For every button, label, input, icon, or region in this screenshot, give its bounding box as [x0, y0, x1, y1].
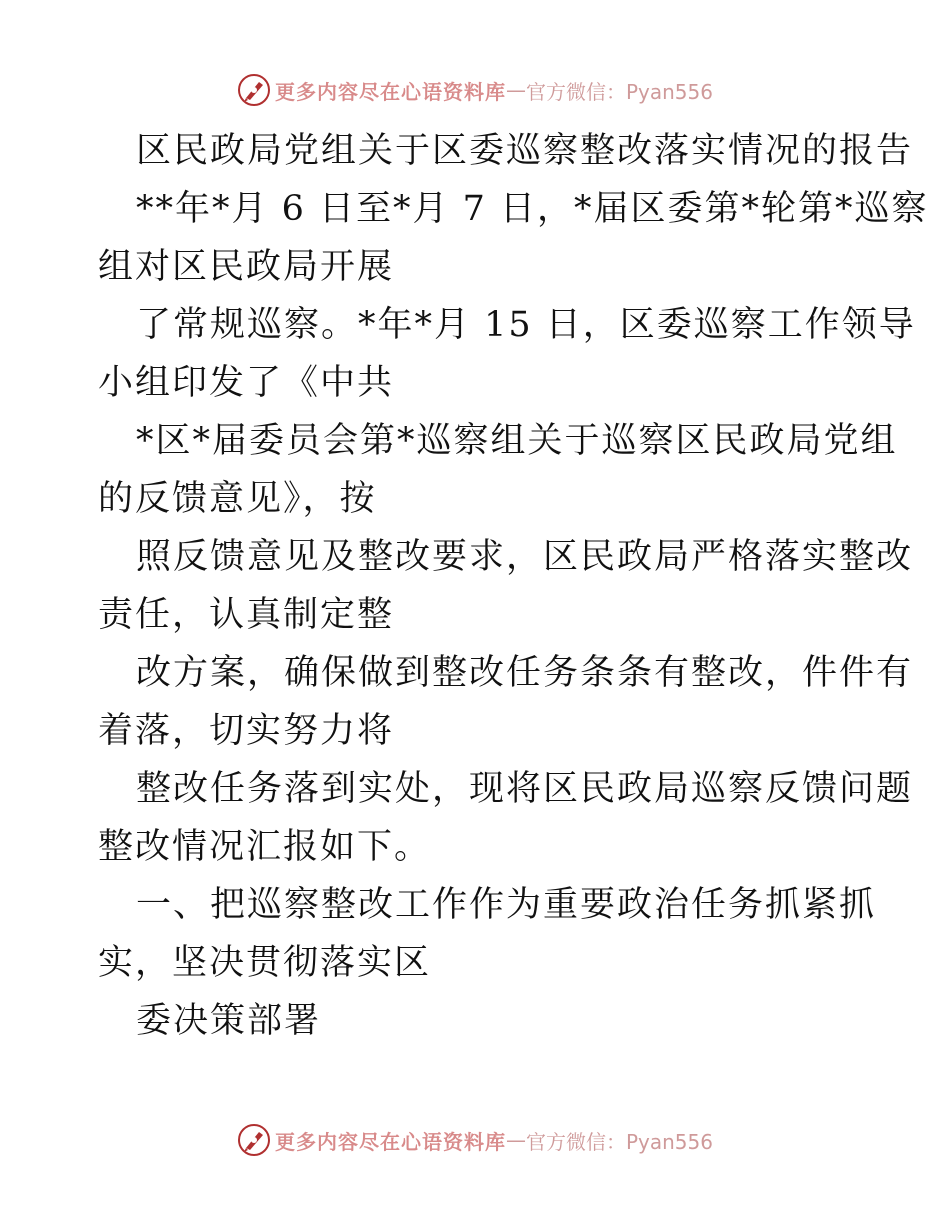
paragraph-line: 整改任务落到实处，现将区民政局巡察反馈问题 — [136, 769, 914, 809]
paragraph-line: 组对区民政局开展 — [98, 247, 395, 287]
watermark-wechat-text: 官方微信：Pyan556 — [525, 1129, 713, 1154]
header-watermark — [0, 70, 950, 110]
document-title-line: 区民政局党组关于区委巡察整改落实情况的报告 — [136, 131, 914, 171]
paragraph-line: 照反馈意见及整改要求，区民政局严格落实整改 — [136, 537, 914, 577]
watermark-dash: — — [505, 78, 526, 102]
paragraph-line: *区*届委员会第*巡察组关于巡察区民政局党组 — [136, 421, 898, 461]
document-body — [98, 122, 929, 1050]
watermark-wechat-text: 官方微信：Pyan556 — [525, 79, 713, 104]
paragraph-line: 着落，切实努力将 — [98, 711, 395, 751]
watermark-dash: — — [505, 1128, 526, 1152]
watermark-brand-text: 更多内容尽在心语资料库 — [274, 79, 506, 104]
section-heading-line: 实，坚决贯彻落实区 — [98, 943, 432, 983]
quill-pen-logo-icon — [237, 1123, 271, 1157]
paragraph-line: 改方案，确保做到整改任务条条有整改，件件有 — [136, 653, 914, 693]
paragraph-line: 小组印发了《中共 — [98, 363, 395, 403]
section-heading-line: 一、把巡察整改工作作为重要政治任务抓紧抓 — [136, 885, 877, 925]
section-heading-line: 委决策部署 — [136, 1001, 322, 1041]
quill-pen-logo-icon — [237, 73, 271, 107]
watermark-brand-text: 更多内容尽在心语资料库 — [274, 1129, 506, 1154]
footer-watermark — [0, 1120, 950, 1160]
paragraph-line: 责任，认真制定整 — [98, 595, 395, 635]
paragraph-line: **年*月 6 日至*月 7 日，*届区委第*轮第*巡察 — [136, 189, 929, 229]
paragraph-line: 的反馈意见》，按 — [98, 479, 377, 519]
paragraph-line: 整改情况汇报如下。 — [98, 827, 432, 867]
paragraph-line: 了常规巡察。*年*月 15 日，区委巡察工作领导 — [136, 305, 916, 345]
